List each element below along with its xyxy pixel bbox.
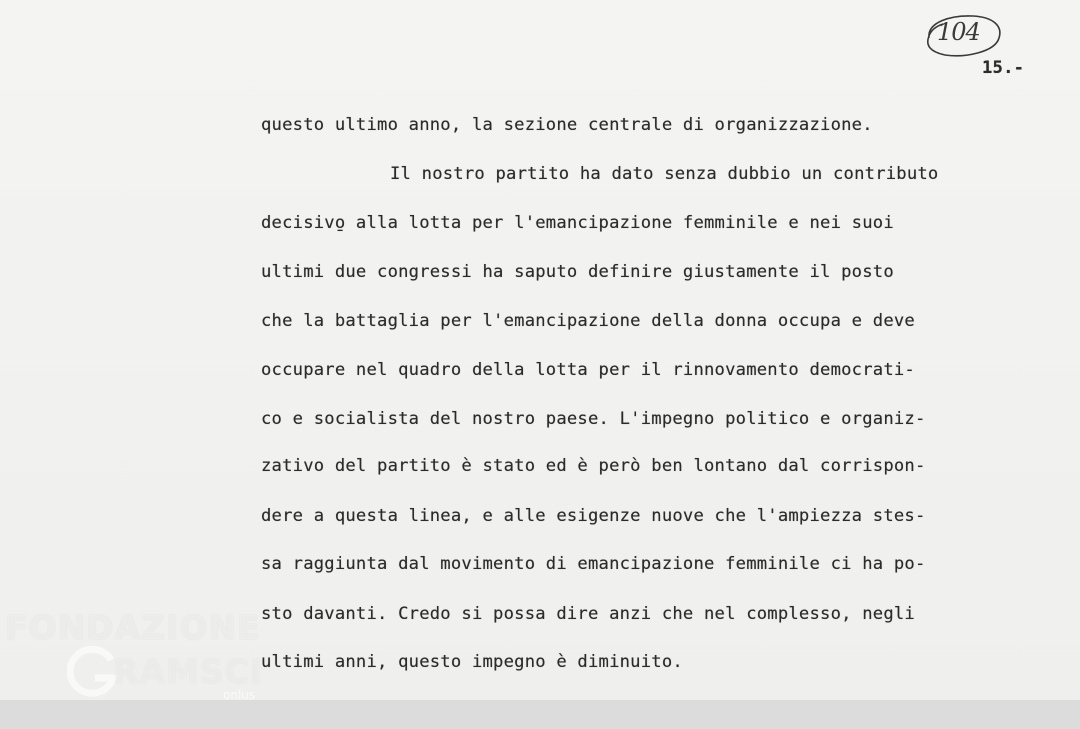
text-line: che la battaglia per l'emancipazione della donna occupa e deve xyxy=(261,311,915,331)
text-line: occupare nel quadro della lotta per il rinnovamento democrati- xyxy=(261,360,915,380)
text-line: co e socialista del nostro paese. L'impegno politico e organiz- xyxy=(261,409,926,429)
scan-background xyxy=(0,700,1080,729)
text-line: ultimi due congressi ha saputo definire giustamente il posto xyxy=(261,262,894,282)
text-line: zativo del partito è stato ed è però ben lontano dal corrispon- xyxy=(261,456,926,476)
watermark-line1: FONDAZIONE xyxy=(5,608,261,647)
text-line: dere a questa linea, e alle esigenze nuove che l'ampiezza stes- xyxy=(261,506,926,526)
watermark-line2: RAMSCI xyxy=(113,652,264,691)
text-line: sa raggiunta dal movimento di emancipazione femminile ci ha po- xyxy=(261,554,926,574)
archive-number: 104 xyxy=(937,18,980,46)
text-line: Il nostro partito ha dato senza dubbio un contributo xyxy=(390,164,939,184)
watermark-sub: onlus xyxy=(223,688,256,700)
text-line: sto davanti. Credo si possa dire anzi che nel complesso, negli xyxy=(261,604,915,624)
text-line: decisivo̱ alla lotta per l'emancipazione femminile e nei suoi xyxy=(261,213,894,233)
reverse-side-bleed xyxy=(470,10,540,690)
archive-stamp xyxy=(921,12,1001,58)
page-number: 15.- xyxy=(982,58,1025,78)
text-line: ultimi anni, questo impegno è diminuito. xyxy=(261,652,683,672)
text-line: questo ultimo anno, la sezione centrale di organizzazione. xyxy=(261,115,873,135)
gramsci-g-logo-icon xyxy=(67,646,119,698)
fondazione-gramsci-watermark xyxy=(5,608,275,700)
